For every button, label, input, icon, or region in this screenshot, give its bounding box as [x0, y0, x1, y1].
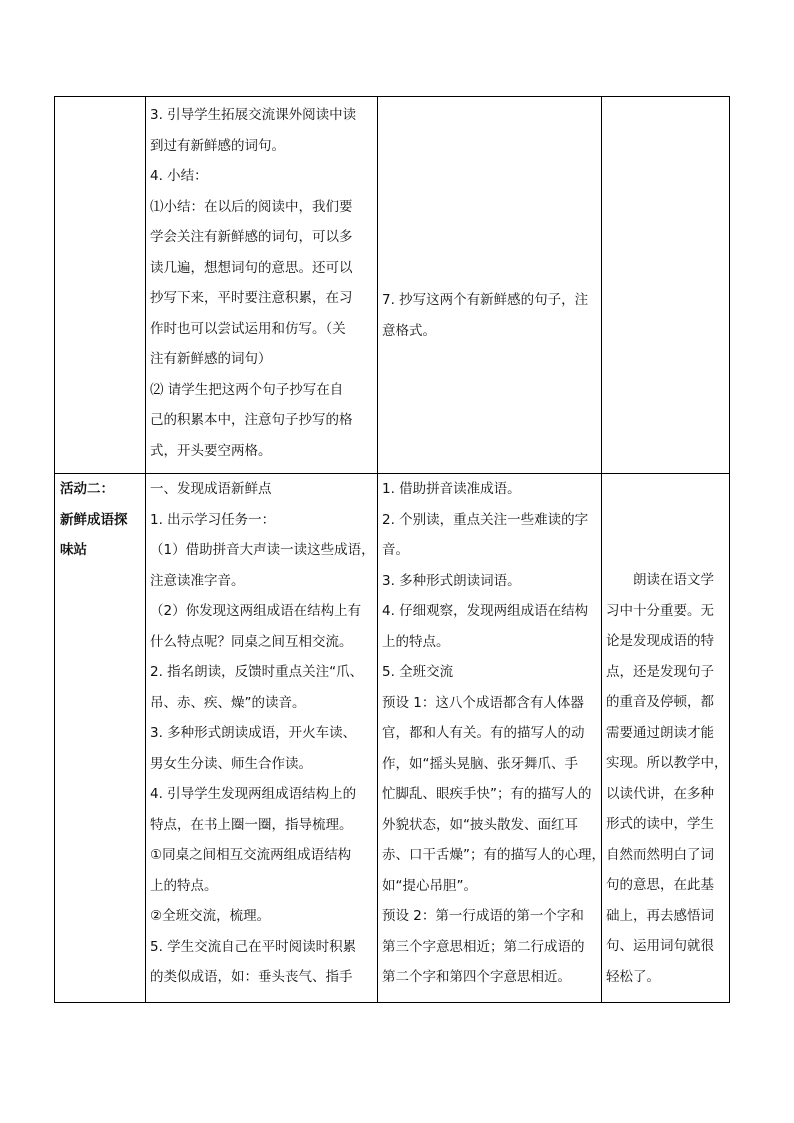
text-line: 3. 引导学生拓展交流课外阅读中读: [150, 107, 357, 123]
text-line: 特点，在书上圈一圈，指导梳理。: [150, 816, 353, 833]
text-line: 1. 借助拼音读准成语。: [382, 481, 521, 497]
text-line: 活动二：: [60, 481, 114, 497]
text-line: 3. 多种形式朗读成语，开火车读、: [150, 725, 357, 741]
text-line: ②全班交流，梳理。: [150, 908, 271, 924]
text-line: 句、运用词句就很: [606, 938, 714, 954]
text-line: 句的意思，在此基: [606, 877, 714, 893]
text-line: 味站: [60, 542, 87, 558]
text-line: 注意读准字音。: [150, 572, 245, 589]
text-line: 1. 出示学习任务一：: [150, 511, 276, 528]
row1-teacher-activity-cell: [150, 100, 375, 466]
row2-teacher-activity-cell: [150, 474, 375, 993]
text-line: 外貌状态，如“披头散发、面红耳: [382, 816, 578, 833]
text-line: 意格式。: [382, 322, 436, 339]
text-line: 4. 引导学生发现两组成语结构上的: [150, 786, 357, 802]
text-line: 官，都和人有关。有的描写人的动: [382, 725, 585, 741]
text-line: 己的积累本中，注意句子抄写的格: [150, 412, 353, 428]
text-line: 5. 学生交流自己在平时阅读时积累: [150, 938, 357, 955]
text-line: 3. 多种形式朗读词语。: [382, 572, 521, 589]
text-line: 如“提心吊胆”。: [382, 877, 477, 894]
text-line: 的重音及停顿，都: [606, 694, 714, 710]
row1-student-activity-cell: [382, 285, 600, 346]
text-line: 7. 抄写这两个有新鲜感的句子，注: [382, 292, 589, 308]
text-line: 朗读在语文学: [633, 572, 714, 588]
column-divider: [601, 97, 602, 1002]
text-line: 音。: [382, 542, 409, 558]
text-line: 点，还是发现句子: [606, 663, 714, 680]
column-divider: [145, 97, 146, 1002]
text-line: 实现。所以教学中，: [606, 755, 728, 771]
text-line: 作时也可以尝试运用和仿写。（关: [150, 320, 346, 337]
text-line: 上的特点。: [150, 877, 218, 894]
text-line: 形式的读中，学生: [606, 816, 714, 832]
text-line: 上的特点。: [382, 633, 450, 650]
text-line: 吊、赤、疾、燥”的读音。: [150, 694, 306, 711]
row2-activity-title-cell: [60, 474, 144, 566]
text-line: 注有新鲜感的词句）: [150, 351, 272, 367]
text-line: 2. 个别读，重点关注一些难读的字: [382, 511, 589, 528]
row2-student-activity-cell: [382, 474, 605, 993]
text-line: 4. 小结：: [150, 168, 208, 184]
text-line: ⑵ 请学生把这两个句子抄写在自: [150, 381, 344, 398]
text-line: 新鲜成语探: [60, 511, 128, 528]
row2-design-intent-cell: [606, 565, 730, 992]
text-line: 赤、口干舌燥”；有的描写人的心理，: [382, 847, 605, 863]
lesson-plan-table: [54, 96, 730, 1003]
text-line: 第二个字和第四个字意思相近。: [382, 969, 571, 985]
text-line: 学会关注有新鲜感的词句，可以多: [150, 229, 353, 245]
text-line: 预设 2：第一行成语的第一个字和: [382, 908, 584, 924]
text-line: 以读代讲，在多种: [606, 785, 714, 802]
text-line: 自然而然明白了词: [606, 846, 714, 863]
text-line: （1）借助拼音大声读一读这些成语，: [150, 542, 375, 558]
text-line: （2）你发现这两组成语在结构上有: [150, 603, 362, 619]
text-line: 什么特点呢？同桌之间互相交流。: [150, 633, 353, 650]
text-line: 4. 仔细观察，发现两组成语在结构: [382, 603, 589, 619]
text-line: 需要通过朗读才能: [606, 724, 714, 741]
text-line: 作，如“摇头晃脑、张牙舞爪、手: [382, 755, 578, 772]
text-line: 读几遍，想想词句的意思。还可以: [150, 259, 353, 276]
column-divider: [377, 97, 378, 1002]
text-line: 2. 指名朗读，反馈时重点关注“爪、: [150, 664, 364, 680]
text-line: 5. 全班交流: [382, 664, 454, 680]
text-line: 一、发现成语新鲜点: [150, 481, 272, 497]
text-line: ①同桌之间相互交流两组成语结构: [150, 847, 352, 863]
text-line: ⑴小结：在以后的阅读中，我们要: [150, 198, 353, 215]
text-line: 础上，再去感悟词: [606, 907, 714, 924]
text-line: 的类似成语，如：垂头丧气、指手: [150, 969, 353, 985]
text-line: 预设 1：这八个成语都含有人体器: [382, 694, 584, 711]
text-line: 到过有新鲜感的词句。: [150, 137, 285, 154]
text-line: 忙脚乱、眼疾手快”；有的描写人的: [382, 786, 592, 802]
text-line: 男女生分读、师生合作读。: [150, 755, 312, 772]
text-line: 论是发现成语的特: [606, 633, 714, 649]
text-line: 式，开头要空两格。: [150, 442, 272, 459]
text-line: 轻松了。: [606, 968, 660, 985]
text-line: 习中十分重要。无: [606, 602, 714, 619]
text-line: 第三个字意思相近；第二行成语的: [382, 938, 585, 955]
text-line: 抄写下来，平时要注意积累，在习: [150, 290, 353, 306]
